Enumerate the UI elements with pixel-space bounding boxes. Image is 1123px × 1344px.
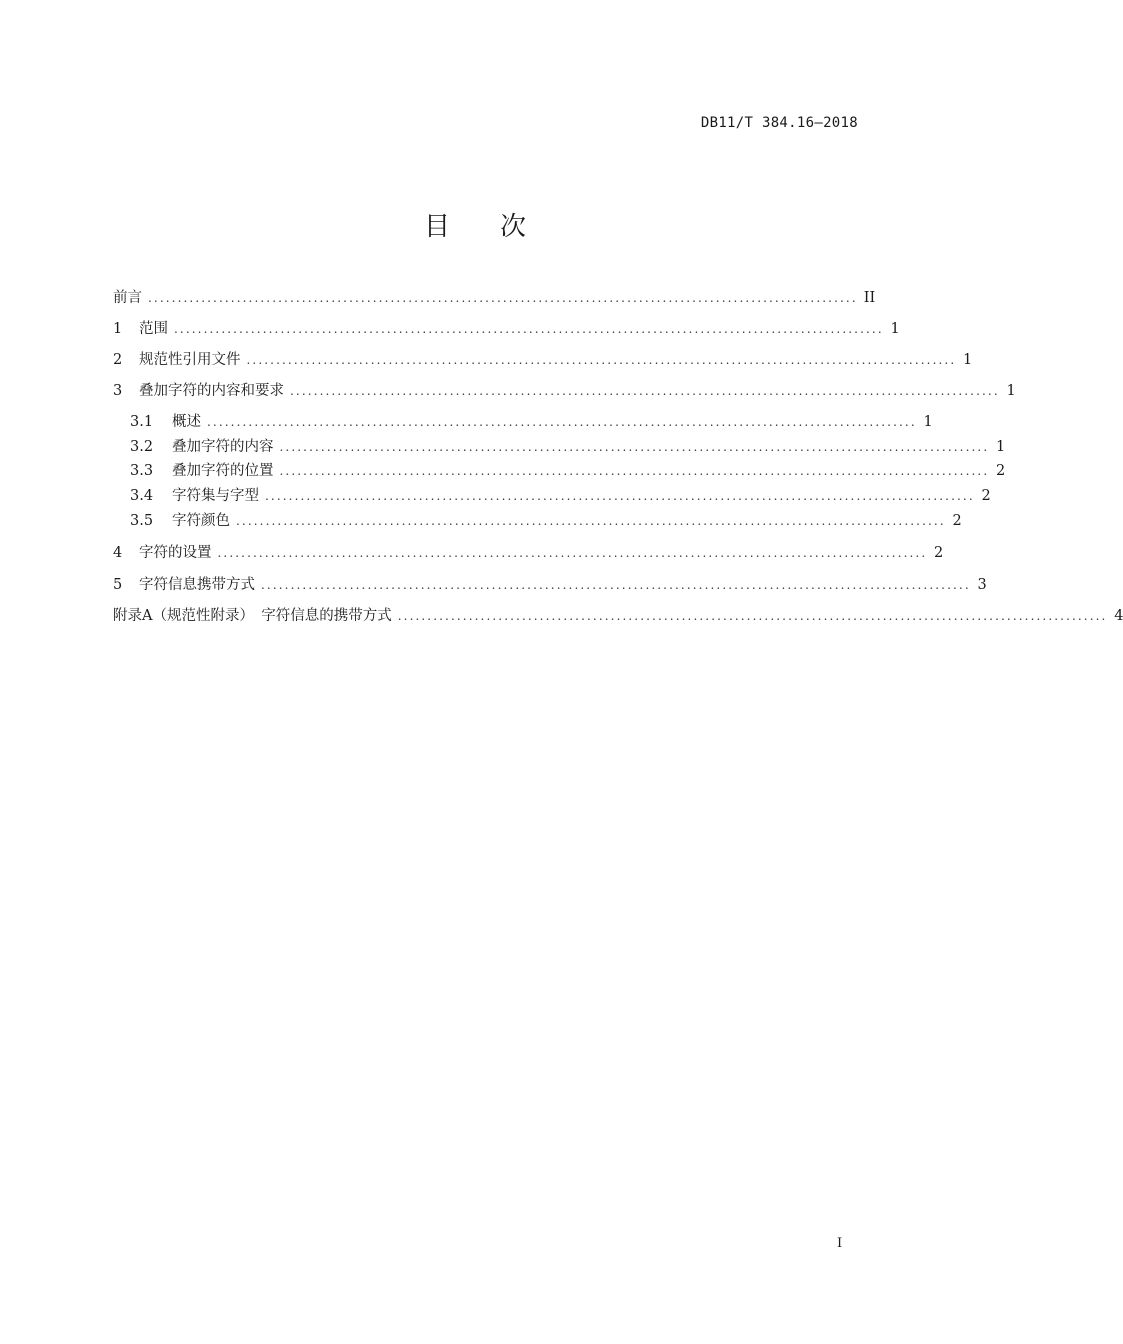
dot-leader: ........................................................................................................................ bbox=[207, 415, 917, 429]
toc-entry-page: 2 bbox=[934, 545, 944, 561]
toc-entry-label: 范围 bbox=[139, 321, 168, 337]
dot-leader: ........................................................................................................................ bbox=[236, 514, 946, 528]
toc-entry-number: 4 bbox=[113, 545, 123, 561]
toc-entry-label: 字符颜色 bbox=[172, 513, 230, 529]
toc-entry-label: 字符信息携带方式 bbox=[139, 577, 255, 593]
toc-entry-page: 1 bbox=[996, 439, 1006, 455]
toc-entry-number: 3.4 bbox=[130, 488, 154, 504]
toc-entry-number: 3.2 bbox=[130, 439, 154, 455]
toc-entry-page: 1 bbox=[923, 414, 933, 430]
toc-entry-label: 叠加字符的内容和要求 bbox=[139, 383, 284, 399]
dot-leader: ........................................................................................................................ bbox=[279, 464, 990, 478]
dot-leader: ........................................................................................................................ bbox=[261, 578, 971, 592]
toc-entry-1[interactable] bbox=[113, 318, 900, 340]
toc-entry-label: 字符集与字型 bbox=[172, 488, 259, 504]
toc-entry-number: 3.5 bbox=[130, 513, 154, 529]
toc-entry-number: 5 bbox=[113, 577, 123, 593]
dot-leader: ........................................................................................................................ bbox=[265, 489, 975, 503]
toc-entry-label: 概述 bbox=[172, 414, 201, 430]
toc-entry-2[interactable] bbox=[113, 349, 973, 371]
toc-entry-page: 3 bbox=[977, 577, 987, 593]
dot-leader: ........................................................................................................................ bbox=[148, 291, 858, 305]
toc-title-char-1: 目 bbox=[423, 212, 450, 242]
toc-entry-label: 叠加字符的位置 bbox=[172, 463, 274, 479]
toc-entry-3-3[interactable] bbox=[130, 460, 1006, 482]
toc-entry-number: 2 bbox=[113, 352, 123, 368]
toc-title-char-2: 次 bbox=[500, 212, 527, 242]
toc-entry-number: 3.3 bbox=[130, 463, 154, 479]
toc-entry-3-4[interactable] bbox=[130, 485, 991, 507]
toc-entry-page: 2 bbox=[981, 488, 991, 504]
toc-entry-label: 前言 bbox=[113, 290, 142, 306]
toc-entry-label: 叠加字符的内容 bbox=[172, 439, 274, 455]
toc-entry-page: II bbox=[863, 290, 876, 306]
dot-leader: ........................................................................................................................ bbox=[397, 609, 1108, 623]
toc-entry-3-5[interactable] bbox=[130, 510, 962, 532]
dot-leader: ........................................................................................................................ bbox=[290, 384, 1000, 398]
toc-entry-page: 4 bbox=[1114, 608, 1123, 624]
toc-entry-page: 2 bbox=[996, 463, 1006, 479]
toc-entry-page: 2 bbox=[952, 513, 962, 529]
toc-entry-4[interactable] bbox=[113, 542, 944, 564]
page-number: I bbox=[837, 1236, 843, 1251]
toc-entry-label: 附录A（规范性附录） 字符信息的携带方式 bbox=[113, 608, 392, 624]
document-code: DB11/T 384.16—2018 bbox=[700, 115, 858, 131]
toc-entry-appendix-a[interactable] bbox=[113, 605, 1123, 627]
toc-entry-3-2[interactable] bbox=[130, 436, 1006, 458]
dot-leader: ........................................................................................................................ bbox=[217, 546, 928, 560]
toc-entry-page: 1 bbox=[890, 321, 900, 337]
toc-entry-label: 规范性引用文件 bbox=[139, 352, 241, 368]
toc-entry-page: 1 bbox=[1006, 383, 1016, 399]
toc-entry-3[interactable] bbox=[113, 380, 1016, 402]
dot-leader: ........................................................................................................................ bbox=[246, 353, 957, 367]
toc-title bbox=[0, 206, 950, 243]
toc-entry-number: 3.1 bbox=[130, 414, 154, 430]
dot-leader: ........................................................................................................................ bbox=[174, 322, 884, 336]
toc-entry-3-1[interactable] bbox=[130, 411, 933, 433]
toc-entry-number: 3 bbox=[113, 383, 123, 399]
toc-entry-page: 1 bbox=[963, 352, 973, 368]
toc-entry-foreword[interactable] bbox=[113, 287, 876, 309]
toc-entry-label: 字符的设置 bbox=[139, 545, 212, 561]
toc-entry-5[interactable] bbox=[113, 574, 987, 596]
toc-entry-number: 1 bbox=[113, 321, 123, 337]
dot-leader: ........................................................................................................................ bbox=[279, 440, 990, 454]
